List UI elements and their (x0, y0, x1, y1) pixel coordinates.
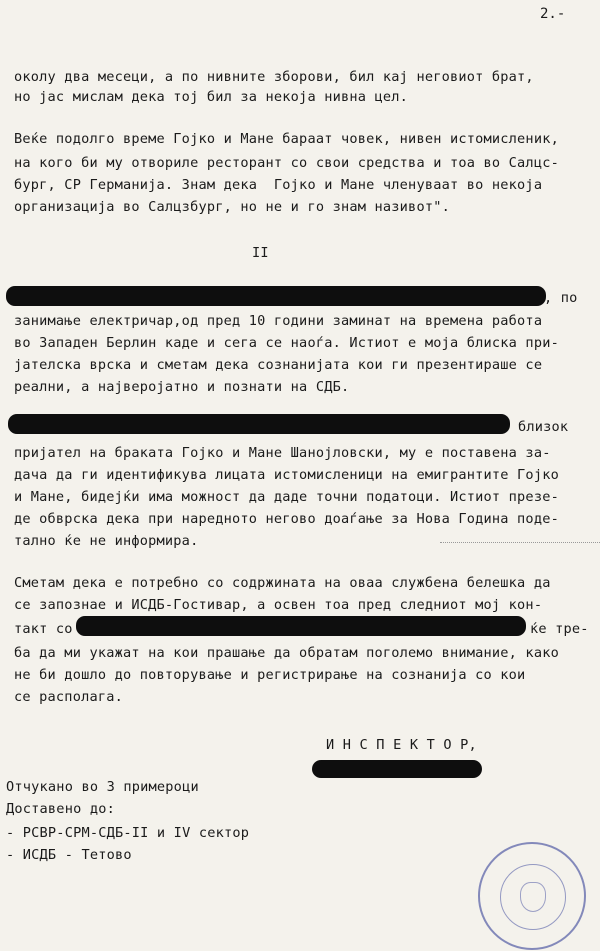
text-line: но јас мислам дека тој бил за некоја нивна цел. (14, 89, 409, 105)
text-line: дача да ги идентификува лицата истомисленици на емигрантите Гојко (14, 467, 559, 483)
redaction-bar (8, 414, 510, 434)
text-line: де обврска дека при наредното негово доаѓање за Нова Година поде- (14, 511, 559, 527)
text-line: Сметам дека е потребно со содржината на оваа службена белешка да (14, 575, 551, 591)
text-line: се запознае и ИСДБ-Гостивар, а освен тоа пред следниот мој кон- (14, 597, 543, 613)
redaction-bar (312, 760, 482, 778)
redaction-bar (76, 616, 526, 636)
text-line: јателска врска и сметам дека сознанијата кои ги презентираше се (14, 357, 543, 373)
text-line: бург, СР Германија. Знам дека Гојко и Мане членуваат во некоја (14, 177, 543, 193)
coat-of-arms-icon (520, 882, 546, 912)
footer-line: Отчукано во 3 примероци (6, 779, 199, 795)
text-line: близок (518, 419, 569, 435)
text-line: , по (544, 290, 578, 306)
signature-title: И Н С П Е К Т О Р, (326, 737, 477, 753)
redaction-bar (6, 286, 546, 306)
text-line: занимање електричар,од пред 10 години заминат на времена работа (14, 313, 543, 329)
text-line: пријател на браката Гојко и Мане Шанојловски, му е поставена за- (14, 445, 551, 461)
text-line: такт со (14, 621, 73, 637)
page-number: 2.- (540, 6, 566, 22)
text-line: не би дошло до повторување и регистрирање на сознанија со кои (14, 667, 526, 683)
official-stamp (478, 842, 586, 950)
faded-text (440, 542, 600, 553)
text-line: и Мане, бидејќи има можност да даде точни податоци. Истиот презе- (14, 489, 559, 505)
footer-line: Доставено до: (6, 801, 115, 817)
text-line: во Западен Берлин каде и сега се наоѓа. Истиот е моја блиска при- (14, 335, 559, 351)
footer-line: - ИСДБ - Тетово (6, 847, 132, 863)
text-line: реални, а најверојатно и познати на СДБ. (14, 379, 350, 395)
text-line: ба да ми укажат на кои прашање да обратам поголемо внимание, како (14, 645, 559, 661)
text-line: се располага. (14, 689, 123, 705)
text-line: тално ќе не информира. (14, 533, 199, 549)
text-line: околу два месеци, а по нивните зборови, бил кај неговиот брат, (14, 69, 534, 85)
section-heading: II (252, 245, 269, 261)
text-line: на кого би му отвориле ресторант со свои средства и тоа во Салцс- (14, 155, 559, 171)
footer-line: - РСВР-СРМ-СДБ-II и IV сектор (6, 825, 250, 841)
text-line: ќе тре- (530, 621, 589, 637)
text-line: Веќе подолго време Гојко и Мане бараат човек, нивен истомисленик, (14, 131, 559, 147)
text-line: организација во Салцзбург, но не и го знам називот". (14, 199, 450, 215)
